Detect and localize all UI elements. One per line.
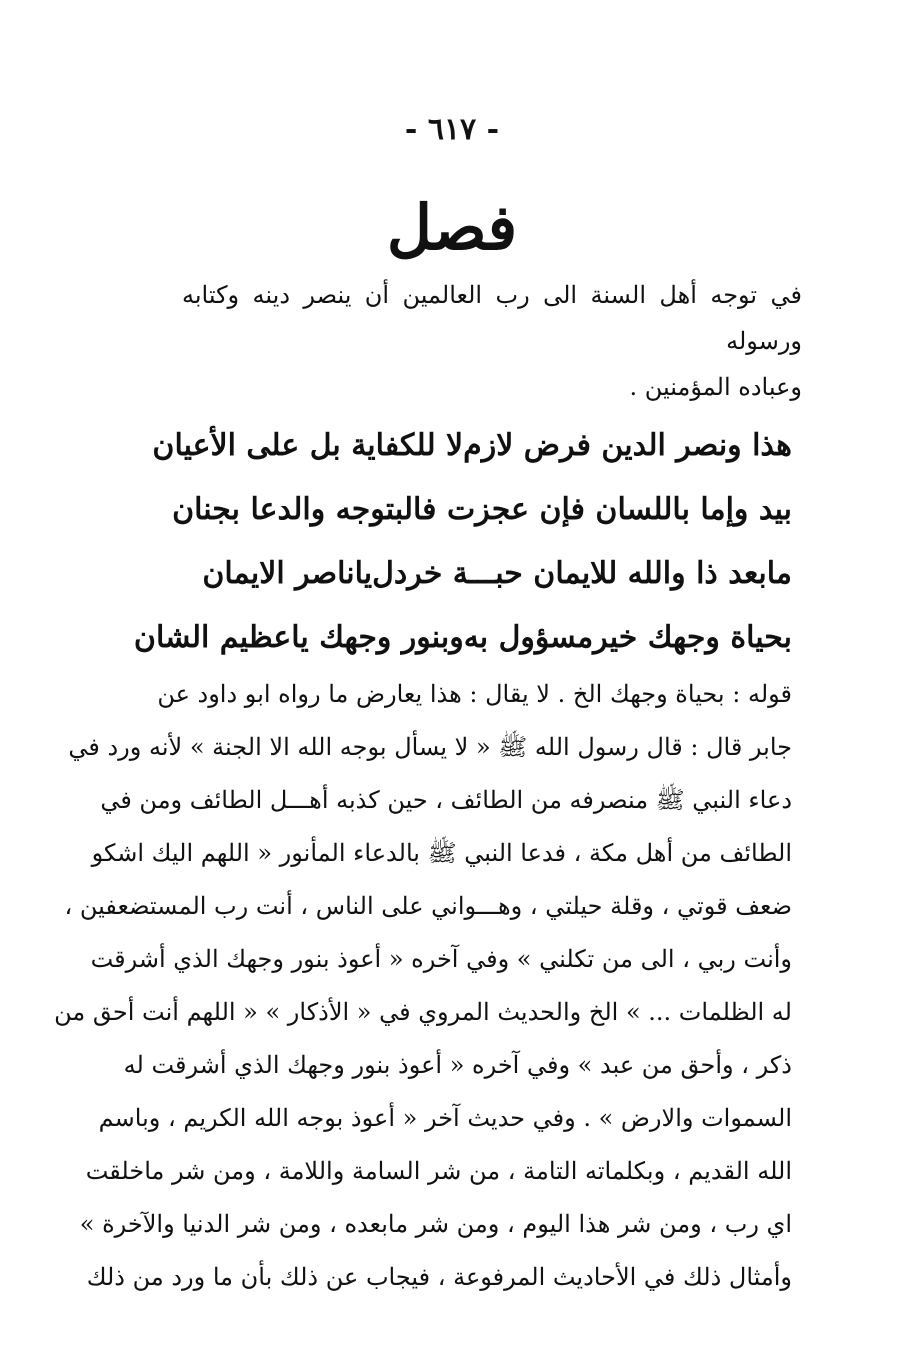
commentary-line: السموات والارض » . وفي حديث آخر « أعوذ بوجه الله الكريم ، وباسم bbox=[98, 1104, 792, 1132]
verse-second-hemistich: وبنور وجهك ياعظيم الشان bbox=[133, 620, 464, 655]
commentary-line: الله القديم ، وبكلماته التامة ، من شر السامة واللامة ، ومن شر ماخلقت bbox=[85, 1157, 792, 1185]
verse-first-hemistich: بيد وإما باللسان فإن عجز bbox=[475, 492, 792, 527]
section-intro bbox=[182, 272, 802, 410]
poem-verses bbox=[133, 414, 792, 670]
verse bbox=[202, 542, 792, 606]
commentary-line: ذكر ، وأحق من عبد » وفي آخره « أعوذ بنور وجهك الذي أشرقت له bbox=[123, 1051, 792, 1079]
verse-first-hemistich: مابعد ذا والله للايمان حبـــة خردل bbox=[372, 556, 792, 591]
verse-first-hemistich: هذا ونصر الدين فرض لازم bbox=[463, 428, 792, 463]
commentary-line: قوله : بحياة وجهك الخ . لا يقال : هذا يعارض ما رواه ابو داود عن bbox=[157, 680, 792, 708]
page-number: - ٦١٧ - bbox=[404, 112, 500, 147]
commentary-line: وأنت ربي ، الى من تكلني » وفي آخره « أعوذ بنور وجهك الذي أشرقت bbox=[90, 945, 792, 973]
commentary-line: ضعف قوتي ، وقلة حيلتي ، وهـــواني على الناس ، أنت رب المستضعفين ، bbox=[64, 892, 792, 920]
verse-first-hemistich: بحياة وجهك خيرمسؤول به bbox=[463, 620, 792, 655]
section-title: فصل bbox=[386, 191, 518, 264]
verse bbox=[152, 414, 792, 478]
commentary-text bbox=[54, 668, 792, 1304]
commentary-line: جابر قال : قال رسول الله ﷺ « لا يسأل بوجه الله الا الجنة » لأنه ورد في bbox=[68, 733, 792, 761]
commentary-line: وأمثال ذلك في الأحاديث المرفوعة ، فيجاب عن ذلك بأن ما ورد من ذلك bbox=[86, 1263, 792, 1291]
commentary-line: له الظلمات ... » الخ والحديث المروي في « الأذكار » « اللهم أنت أحق من bbox=[54, 998, 792, 1026]
commentary-line: اي رب ، ومن شر هذا اليوم ، ومن شر مابعده ، ومن شر الدنيا والآخرة » bbox=[79, 1210, 792, 1238]
verse-second-hemistich: ياناصر الايمان bbox=[202, 556, 373, 591]
verse bbox=[172, 478, 792, 542]
intro-line: في توجه أهل السنة الى رب العالمين أن ينصر دينه وكتابه ورسوله bbox=[182, 281, 802, 355]
verse-second-hemistich: ت فالبتوجه والدعا بجنان bbox=[172, 492, 476, 527]
verse-second-hemistich: لا للكفاية بل على الأعيان bbox=[152, 428, 464, 463]
commentary-line: دعاء النبي ﷺ منصرفه من الطائف ، حين كذبه أهـــل الطائف ومن في bbox=[100, 786, 792, 814]
verse bbox=[133, 606, 792, 670]
commentary-line: الطائف من أهل مكة ، فدعا النبي ﷺ بالدعاء المأنور « اللهم اليك اشكو bbox=[91, 839, 792, 867]
intro-line: وعباده المؤمنين . bbox=[629, 373, 802, 401]
